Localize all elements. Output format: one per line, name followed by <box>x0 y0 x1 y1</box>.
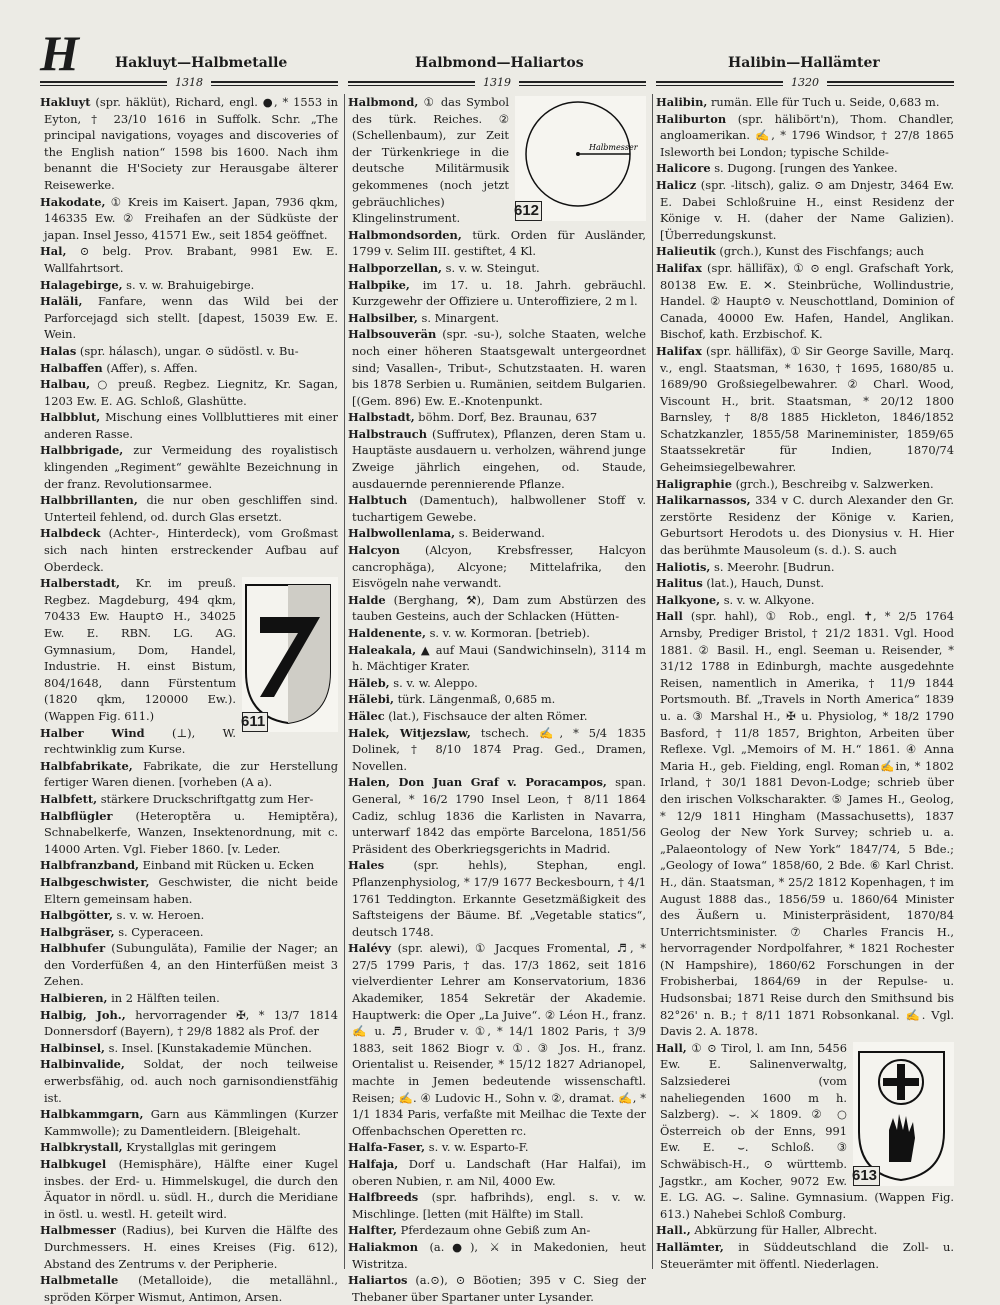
column-divider <box>344 94 345 1269</box>
running-head-right: Halibin—Hallämter <box>728 55 880 71</box>
page-number-left <box>40 76 338 90</box>
entry-headword: Halbbrigade, <box>40 443 124 458</box>
entry-text: (spr. -litsch), galiz. ⊙ am Dnjestr, 3464 Ew. E. Dabei Schloßruine H., einst Residenz der Könige v. H. (daher der Name Galizien). [Überredungskunst. <box>660 177 954 242</box>
dictionary-entry <box>656 608 954 1039</box>
entry-headword: Halde <box>348 592 386 607</box>
page-letter: H <box>40 25 79 81</box>
entry-headword: Halibin, <box>656 95 708 109</box>
dictionary-entry <box>348 592 646 625</box>
entry-text: Pferdezaum ohne Gebiß zum An- <box>397 1223 591 1238</box>
entry-text: (spr. hällifäx), ① ⊙ engl. Grafschaft York, 80138 Ew. E. ✕. Steinbrüche, Wollindustrie, Handel. ② Haupt⊙ v. Neuschottland, Dominion of Canada, 40000 Ew. Hafen, Handel, Anglikan. Bischof, kath. Erzbischof. K. <box>660 260 954 342</box>
dictionary-entry <box>656 160 954 177</box>
dictionary-entry <box>348 277 646 310</box>
dictionary-entry <box>348 326 646 409</box>
entry-text: s. v. w. Esparto-F. <box>425 1140 529 1155</box>
entry-headword: Hal, <box>40 244 67 259</box>
column-divider <box>652 94 653 1269</box>
entry-text: hervorragender ✠, * 13/7 1814 Donnersdorf (Bayern), † 29/8 1882 als Prof. der <box>44 1007 339 1039</box>
dictionary-entry <box>348 1189 646 1222</box>
entry-headword: Halbbrillanten, <box>40 493 138 508</box>
entry-headword: Halikarnassos, <box>656 493 751 508</box>
entry-headword: Halbtuch <box>348 493 408 508</box>
entry-headword: Halbinvalide, <box>40 1057 125 1072</box>
entry-headword: Hall., <box>656 1223 691 1238</box>
radius-label: Halbmesser <box>589 143 638 152</box>
entry-text: Fanfare, wenn das Wild bei der Parforcejagd sich stellt. [dapest, 15039 Ew. E. Wein. <box>44 294 338 342</box>
entry-headword: Halbstrauch <box>348 426 427 441</box>
dictionary-entry <box>656 492 954 558</box>
entry-headword: Halbmond, <box>348 95 419 109</box>
dictionary-entry <box>348 525 646 542</box>
entry-headword: Haliotis, <box>656 559 711 574</box>
column-right <box>656 94 954 1274</box>
entry-headword: Halbinsel, <box>40 1040 105 1055</box>
entry-headword: Halbhufer <box>40 941 106 956</box>
entry-headword: Halen, Don Juan Graf v. Poracampos, <box>348 775 607 790</box>
entry-text: 334 v C. durch Alexander den Gr. zerstörte Residenz der Könige v. Karien, Geburtsort Herodots u. des Dionysius v. H. Hier das berühmte Mausoleum (s. d.). S. auch <box>660 493 954 558</box>
entry-text: (Radius), bei Kurven die Hälfte des Durchmessers. H. eines Kreises (Fig. 612), Abstand des Zentrums v. der Peripherie. <box>44 1223 338 1271</box>
entry-text: rumän. Elle für Tuch u. Seide, 0,683 m. <box>707 95 940 109</box>
entry-headword: Halbblut, <box>40 410 101 425</box>
dictionary-entry <box>40 1222 338 1272</box>
entry-text: Kr. im preuß. Regbez. Magdeburg, 494 qkm, 70433 Ew. Haupt⊙ H., 34025 Ew. E. RBN. LG. AG. Gymnasium, Dom, Handel, Industrie. H. einst Bistum, 804/1648, dann Fürstentum (1820 qkm, 120000 Ew.). (Wappen Fig. 611.) <box>44 576 236 723</box>
dictionary-entry <box>40 243 338 276</box>
entry-headword: Hall, <box>656 1040 687 1055</box>
entry-text: (⊥), W. rechtwinklig zum Kurse. <box>44 725 236 757</box>
entry-text: im 17. u. 18. Jahrh. gebräuchl. Kurzgewehr der Offiziere u. Unteroffiziere, 2 m l. <box>352 277 646 309</box>
dictionary-entry <box>348 310 646 327</box>
entry-headword: Halas <box>40 343 77 358</box>
dictionary-entry <box>40 1272 338 1305</box>
entry-headword: Halbgötter, <box>40 908 113 923</box>
dictionary-entry <box>656 476 954 493</box>
entry-text: (Subungulăta), Familie der Nager; an den Vorderfüßen 4, an den Hinterfüßen meist 3 Zehen. <box>44 941 338 989</box>
entry-headword: Halifax <box>656 343 702 358</box>
entry-headword: Halicz <box>656 177 697 192</box>
entry-headword: Haliakmon <box>348 1239 419 1254</box>
entry-text: (lat.), Fischsauce der alten Römer. <box>384 708 588 723</box>
circle-diagram <box>511 96 646 216</box>
figure-number: 612 <box>515 201 542 221</box>
dictionary-entry <box>656 592 954 609</box>
entry-text: (Berghang, ⚒), Dam zum Abstürzen des tauben Gesteins, auch der Schlacken (Hütten- <box>352 592 646 624</box>
entry-headword: Haläli, <box>40 294 83 309</box>
dictionary-entry <box>40 1056 338 1106</box>
entry-headword: Halbdeck <box>40 526 101 541</box>
running-head-left: Hakluyt—Halbmetalle <box>115 55 288 71</box>
figure-number: 611 <box>242 712 268 732</box>
dictionary-entry <box>40 808 338 858</box>
entry-text: (grch.), Beschreibg v. Salzwerken. <box>731 476 934 491</box>
dictionary-entry <box>656 243 954 260</box>
entry-text: (Heteroptĕra u. Hemiptĕra), Schnabelkerfe, Wanzen, Insektenordnung, mit c. 14000 Arten. Vgl. Fieber 1860. [v. Leder. <box>44 808 338 856</box>
entry-headword: Halieutik <box>656 244 716 259</box>
cross-horizontal <box>883 1078 919 1086</box>
entry-headword: Hälec <box>348 708 385 723</box>
dictionary-entry <box>348 625 646 642</box>
dictionary-entry <box>656 575 954 592</box>
center-point <box>576 152 580 156</box>
dictionary-entry <box>656 559 954 576</box>
dictionary-entry <box>348 542 646 592</box>
entry-headword: Halber Wind <box>40 725 145 740</box>
entry-text: s. Beiderwand. <box>455 526 545 541</box>
entry-headword: Halbaffen <box>40 360 103 375</box>
entry-text: Mischung eines Vollbluttieres mit einer anderen Rasse. <box>44 410 338 441</box>
dictionary-entry <box>40 791 338 808</box>
entry-headword: Halbkugel <box>40 1157 107 1171</box>
entry-headword: Halbsilber, <box>348 310 418 325</box>
entry-text: s. v. w. Brahuigebirge. <box>122 277 255 292</box>
entry-text: Abkürzung für Haller, Albrecht. <box>690 1223 878 1238</box>
entry-text: ① Kreis im Kaisert. Japan, 7936 qkm, 146335 Ew. ② Freihafen an der Südküste der japan. Insel Jesso, 41571 Ew., seit 1854 geöffnet. <box>44 194 338 242</box>
entry-headword: Hallämter, <box>656 1239 724 1254</box>
entry-headword: Halévy <box>348 941 391 956</box>
entry-text: s. v. w. Kormoran. [betrieb). <box>425 626 590 640</box>
coat-of-arms <box>849 1042 954 1182</box>
entry-headword: Halberstadt, <box>40 576 120 591</box>
dictionary-entry <box>348 409 646 426</box>
dictionary-entry <box>656 260 954 343</box>
entry-text: (spr. hafbrihds), engl. s. v. w. Mischlinge. [letten (mit Hälfte) im Stall. <box>352 1190 646 1221</box>
dictionary-entry <box>40 990 338 1007</box>
dictionary-entry <box>40 1139 338 1156</box>
entry-text: Garn aus Kämmlingen (Kurzer Kammwolle); zu Damentleidern. [Bleigehalt. <box>44 1107 338 1138</box>
entry-text: span. General, * 16/2 1790 Insel Leon, † 8/11 1864 Cadiz, schlug 1836 die Karlisten in Navarra, unterwarf 1842 das empörte Barcelona, 1851/56 Präsident des Oberkriegsgerichts in Madrid. <box>352 775 646 856</box>
figure-611 <box>242 577 338 732</box>
entry-headword: Halbgeschwister, <box>40 874 150 889</box>
entry-headword: Halbflügler <box>40 808 113 823</box>
entry-headword: Halbsouverän <box>348 327 437 342</box>
entry-text: (Hemisphäre), Hälfte einer Kugel insbes. der Erd- u. Himmelskugel, die durch den Äquator in nördl. u. südl. H., durch die Meridiane in östl. u. westl. H. geteilt wird. <box>44 1157 338 1221</box>
entry-headword: Halkyone, <box>656 592 721 607</box>
entry-text: zur Vermeidung des royalistisch klingenden „Regiment“ gewählte Bezeichnung in der franz. Revolutionsarmee. <box>44 443 338 491</box>
entry-text: Soldat, der noch teilweise erwerbsfähig, od. auch noch garnisondienstfähig ist. <box>44 1057 338 1105</box>
entry-headword: Halbstadt, <box>348 410 415 425</box>
entry-headword: Halfaja, <box>348 1157 399 1171</box>
dictionary-entry <box>40 525 338 575</box>
dictionary-entry <box>40 907 338 924</box>
column-center <box>348 94 646 1304</box>
entry-text: ○ preuß. Regbez. Liegnitz, Kr. Sagan, 1203 Ew. E. AG. Schloß, Glashütte. <box>44 377 338 408</box>
dictionary-entry <box>40 94 338 194</box>
entry-headword: Haliartos <box>348 1273 408 1288</box>
entry-text: s. v. w. Steingut. <box>442 260 540 275</box>
dictionary-entry <box>40 194 338 244</box>
entry-headword: Haliburton <box>656 111 727 126</box>
entry-text: (Damentuch), halbwollener Stoff v. tuchartigem Gewebe. <box>352 493 646 524</box>
entry-headword: Halbgräser, <box>40 924 115 939</box>
entry-headword: Hakluyt <box>40 95 91 109</box>
entry-text: s. v. w. Alkyone. <box>720 592 815 607</box>
entry-text: (a.●), ⚔ in Makedonien, heut Wistritza. <box>352 1239 646 1271</box>
entry-text: (spr. -su-), solche Staaten, welche noch einer höheren Staatsgewalt untergeordnet sind; Vasallen-, Tribut-, Schutzstaaten. H. waren bis 1878 Serbien u. Rumänien, seitdem Bulgarien. [(Gem. 896) Ew. E.-Knotenpunkt. <box>352 327 646 408</box>
page-number-center-text: 1319 <box>483 76 511 89</box>
dictionary-entry <box>656 94 954 111</box>
dictionary-entry <box>40 1106 338 1139</box>
figure-number: 613 <box>853 1166 880 1186</box>
entry-headword: Halcyon <box>348 543 400 558</box>
dictionary-entry <box>40 360 338 377</box>
column-left <box>40 94 339 1304</box>
dictionary-entry <box>40 1156 338 1222</box>
entry-headword: Halbieren, <box>40 991 108 1006</box>
entry-text: s. Dugong. [rungen des Yankee. <box>710 161 898 176</box>
entry-headword: Haleakala, <box>348 642 417 657</box>
entry-text: tschech. ✍, * 5/4 1835 Dolinek, † 8/10 1874 Prag. Ged., Dramen, Novellen. <box>352 725 646 773</box>
coat-of-arms <box>238 577 338 727</box>
entry-text: (Alcyon, Krebsfresser, Halcyon cancrophăga), Alcyone; Mittelafrika, den Eisvögeln nahe verwandt. <box>352 543 646 591</box>
dictionary-entry <box>348 426 646 492</box>
dictionary-entry <box>40 293 338 343</box>
entry-headword: Halicore <box>656 161 711 176</box>
entry-text: s. v. w. Aleppo. <box>389 675 478 690</box>
dictionary-entry <box>348 1239 646 1272</box>
dictionary-entry <box>348 675 646 692</box>
entry-text: (grch.), Kunst des Fischfangs; auch <box>715 244 924 259</box>
entry-text: (spr. hálasch), ungar. ⊙ südöstl. v. Bu- <box>76 343 299 358</box>
entry-text: s. Cyperaceen. <box>114 924 204 939</box>
dictionary-entry <box>348 725 646 775</box>
entry-headword: Halagebirge, <box>40 277 123 292</box>
dictionary-entry <box>656 1222 954 1239</box>
dictionary-entry <box>656 1040 954 1223</box>
dictionary-entry <box>348 708 646 725</box>
entry-text: (spr. hahl), ① Rob., engl. ✝, * 2/5 1764 Arnsby, Prediger Bristol, † 21/2 1831. Vgl. Hood 1881. ② Basil. H., engl. Seeman u. Reisender, * 31/12 1788 in Edinburgh, machte ausgedehnte Reisen, namentlich in Amerika, † 11/9 1844 Portsmouth. Bf. „Travels in North America“ 1839 u. a. ③ Marshal H., ✠ u. Physiolog, * 18/2 1790 Basford, † 11/8 1857, Brighton, Arbeiten über Reflexe. Vgl. „Memoirs of M. H.“ 1861. ④ Anna Maria H., geb. Fielding, engl. Roman✍in, * 1802 Irland, † 30/1 1881 Devon-Lodge; schrieb über den irischen Volkscharakter. ⑤ James H., Geolog, * 12/9 1811 Hingham (Massachusetts), 1837 Geolog der New York Survey; schrieb u. a. „Palaeontology of New York“ 1847/74, 5 Bde.; „Geology of Iowa“ 1858/60, 2 Bde. ⑥ Karl Christ. H., dän. Staatsman, * 25/2 1812 Kopenhagen, † im August 1888 das., 1856/59 u. 1860/64 Minister des Äußern u. Ministerpräsident, 1870/84 Unterrichtsminister. ⑦ Charles Francis H., hervorragender Nordpolfahrer, * 1821 Rochester (N Hampshire), 1860/62 Forschungen in der Frobisherbai, 1864/69 in der Repulse- u. Hudsonsbai; 1871 Reise durch den Smithsund bis 82°26' n. B.; † 8/11 1871 Robsonkanal. ✍. Vgl. Davis 2. A. 1878. <box>660 609 954 1039</box>
entry-headword: Hälebi, <box>348 692 394 707</box>
dictionary-entry <box>348 260 646 277</box>
entry-headword: Hall <box>656 609 683 624</box>
entry-text: ▲ auf Maui (Sandwichinseln), 3114 m h. Mächtiger Krater. <box>352 642 646 674</box>
entry-headword: Halbwollenlama, <box>348 526 456 541</box>
page-number-center <box>348 76 646 90</box>
entry-text: Krystallglas mit geringem <box>122 1140 277 1155</box>
dictionary-entry <box>40 940 338 990</box>
dictionary-entry <box>348 94 646 227</box>
entry-headword: Halbig, Joh., <box>40 1007 126 1022</box>
dictionary-page <box>40 25 970 1304</box>
entry-headword: Halbfabrikate, <box>40 758 133 773</box>
entry-headword: Häleb, <box>348 675 390 690</box>
entry-text: s. Meerohr. [Budrun. <box>710 559 835 574</box>
entry-headword: Haligraphie <box>656 476 732 491</box>
entry-headword: Halbmesser <box>40 1223 116 1238</box>
entry-text: s. v. w. Heroen. <box>112 908 205 923</box>
entry-headword: Halbkrystall, <box>40 1140 123 1155</box>
dictionary-entry <box>40 575 338 730</box>
entry-text: Fabrikate, die zur Herstellung fertiger Waren dienen. [vorheben (A a). <box>44 758 338 790</box>
entry-headword: Hales <box>348 858 385 873</box>
entry-text: (a.⊙), ⊙ Böotien; 395 v C. Sieg der Thebaner über Spartaner unter Lysander. <box>352 1273 646 1304</box>
entry-headword: Halbporzellan, <box>348 260 442 275</box>
dictionary-entry <box>348 227 646 260</box>
entry-headword: Halitus <box>656 576 703 591</box>
dictionary-entry <box>348 1222 646 1239</box>
entry-text: s. Minargent. <box>417 310 500 325</box>
entry-text: in Süddeutschland die Zoll- u. Steuerämter mit öffentl. Niederlagen. <box>660 1239 954 1271</box>
entry-headword: Halbkammgarn, <box>40 1107 144 1122</box>
entry-text: türk. Orden für Ausländer, 1799 v. Selim III. gestiftet, 4 Kl. <box>352 227 646 259</box>
dictionary-entry <box>656 177 954 243</box>
entry-headword: Halfa-Faser, <box>348 1140 426 1155</box>
entry-text: ⊙ belg. Prov. Brabant, 9981 Ew. E. Wallfahrtsort. <box>44 244 338 275</box>
entry-headword: Halbau, <box>40 377 91 392</box>
entry-text: (spr. hehls), Stephan, engl. Pflanzenphysiolog, * 17/9 1677 Beckesbourn, † 4/1 1761 Teddington. Erkannte Gesetzmäßigkeit des Saftsteigens der Bäume. Bf. „Vegetable statics“, deutsch 1748. <box>352 858 646 939</box>
entry-text: ① das Symbol des türk. Reiches. ② (Schellenbaum), zur Zeit der Türkenkriege in die deutsche Militärmusik gekommenes (noch jetzt gebräuchliches) Klingelinstrument. <box>352 95 509 226</box>
entry-headword: Haldenente, <box>348 626 426 640</box>
dictionary-entry <box>40 492 338 525</box>
entry-text: (spr. häklüt), Richard, engl. ●, * 1553 in Eyton, † 23/10 1616 in Suffolk. Schr. „The principal navigations, voyages and discoveries of the English nation“ 1598 bis 1600. Nach ihm benannt die H'Society zur Herausgabe älterer Reisewerke. <box>44 95 338 192</box>
entry-text: in 2 Hälften teilen. <box>107 991 220 1006</box>
dictionary-entry <box>40 924 338 941</box>
entry-text: (Affer), s. Affen. <box>102 360 198 375</box>
page-number-right <box>656 76 954 90</box>
entry-headword: Halbpike, <box>348 277 410 292</box>
dictionary-entry <box>348 857 646 940</box>
entry-text: (Achter-, Hinterdeck), vom Großmast sich nach hinten erstreckender Aufbau auf Oberdeck. <box>44 526 338 574</box>
dictionary-entry <box>40 874 338 907</box>
dictionary-entry <box>348 492 646 525</box>
dictionary-entry <box>40 758 338 791</box>
entry-text: türk. Längenmaß, 0,685 m. <box>393 692 556 707</box>
entry-headword: Halfbreeds <box>348 1190 419 1205</box>
dictionary-entry <box>656 111 954 161</box>
dictionary-entry <box>348 1139 646 1156</box>
entry-headword: Halfter, <box>348 1223 398 1238</box>
entry-headword: Halbfett, <box>40 791 98 806</box>
entry-text: böhm. Dorf, Bez. Braunau, 637 <box>414 410 598 425</box>
entry-text: die nur oben geschliffen sind. Unterteil fehlend, od. durch Glas ersetzt. <box>44 493 338 524</box>
dictionary-entry <box>40 442 338 492</box>
entry-text: ① ⊙ Tirol, l. am Inn, 5456 Ew. E. Salinenverwaltg, Salzsiederei (vom naheliegenden 1600 m h. Salzberg). ⌣. ⚔ 1809. ② ○ Österreich ob der Enns, 991 Ew. E. ⌣. Schloß. ③ Schwäbisch-H., ⊙ württemb. Jagstkr., am Kocher, 9072 Ew. E. LG. AG. ⌣. Saline. Gymnasium. (Wappen Fig. 613.) Nahebei Schloß Comburg. <box>660 1040 954 1221</box>
dictionary-entry <box>348 1156 646 1189</box>
dictionary-entry <box>40 1007 338 1040</box>
dictionary-entry <box>656 1239 954 1272</box>
entry-text: Einband mit Rücken u. Ecken <box>139 858 315 873</box>
dictionary-entry <box>40 857 338 874</box>
page-number-right-text: 1320 <box>791 76 819 89</box>
dictionary-entry <box>348 691 646 708</box>
dictionary-entry <box>40 376 338 409</box>
entry-text: stärkere Druckschriftgattg zum Her- <box>97 791 314 806</box>
entry-text: (spr. hällifäx), ① Sir George Saville, Marq. v., engl. Staatsman, * 1630, † 1695, 1680/85 u. 1689/90 Großsiegelbewahrer. ② Charl. Wood, Viscount H., brit. Staatsman, * 20/12 1800 Barnsley, † 8/8 1885 Hickleton, 1846/1852 Schatzkanzler, 1855/58 Marineminister, 1859/65 Staatssekretär für Indien, 1870/74 Geheimsiegelbewahrer. <box>660 343 954 475</box>
dictionary-entry <box>40 1040 338 1057</box>
dictionary-entry <box>40 409 338 442</box>
dictionary-entry <box>656 343 954 476</box>
figure-613 <box>853 1042 954 1187</box>
entry-text: Dorf u. Landschaft (Har Halfai), im oberen Nubien, r. am Nil, 4000 Ew. <box>352 1157 646 1188</box>
entry-text: (spr. alewi), ① Jacques Fromental, ♬, * 27/5 1799 Paris, † das. 17/3 1862, seit 1816 vielverdienter Lehrer am Konservatorium, 1836 Akademiker, 1854 Sekretär der Akademie. Hauptwerk: die Oper „La Juive“. ② Léon H., franz. ✍ u. ♬, Bruder v. ①, * 14/1 1802 Paris, † 3/9 1883, seit 1862 Biogr v. ①. ③ Jos. H., franz. Orientalist u. Reisender, * 15/12 1827 Adrianopel, machte in Jemen bedeutende wissenschaftl. Reisen; ✍. ④ Ludovic H., Sohn v. ②, dramat. ✍, * 1/1 1834 Paris, verfaßte mit Meilhac die Texte der Offenbachschen Operetten rc. <box>352 941 646 1138</box>
running-head-center: Halbmond—Haliartos <box>415 55 584 71</box>
figure-612 <box>515 96 646 221</box>
entry-text: (Suffrutex), Pflanzen, deren Stam u. Hauptäste ausdauern u. verholzen, während junge Zweige jährlich eingehen, od. Staude, ausdauernde perennierende Pflanze. <box>352 426 646 491</box>
dictionary-entry <box>40 343 338 360</box>
entry-text: Geschwister, die nicht beide Eltern gemeinsam haben. <box>44 874 338 906</box>
dictionary-entry <box>348 774 646 857</box>
entry-headword: Halek, Witjezslaw, <box>348 725 471 740</box>
entry-headword: Hakodate, <box>40 194 106 209</box>
dictionary-entry <box>40 277 338 294</box>
entry-headword: Halbmetalle <box>40 1273 119 1288</box>
entry-headword: Halifax <box>656 260 702 275</box>
entry-text: (spr. hälibört'n), Thom. Chandler, angloamerikan. ✍, * 1796 Windsor, † 27/8 1865 Isleworth bei London; typische Schilde- <box>660 111 954 159</box>
entry-text: (Metalloide), die metallähnl., spröden Körper Wismut, Antimon, Arsen. <box>44 1273 338 1304</box>
entry-text: s. Insel. [Kunstakademie München. <box>105 1040 312 1055</box>
dictionary-entry <box>348 940 646 1139</box>
dictionary-entry <box>348 642 646 675</box>
entry-text: (lat.), Hauch, Dunst. <box>702 576 825 591</box>
dictionary-entry <box>348 1272 646 1305</box>
entry-headword: Halbfranzband, <box>40 858 140 873</box>
entry-headword: Halbmondsorden, <box>348 227 462 242</box>
page-number-left-text: 1318 <box>175 76 203 89</box>
